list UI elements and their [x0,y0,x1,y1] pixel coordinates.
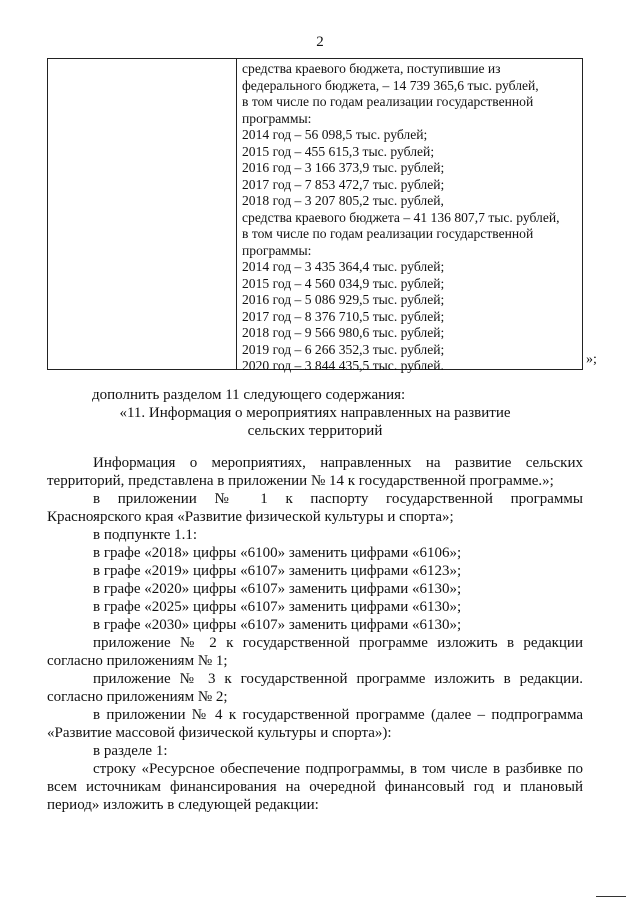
paragraph-line: согласно приложениям № 1; [47,653,228,669]
paragraph-line: приложение № 3 к государственной программе изложить в редакции. [93,671,583,687]
paragraph-line: Красноярского края «Развитие физической культуры и спорта»; [47,509,454,525]
paragraph-line: в разделе 1: [93,743,168,759]
scan-mark-line [596,896,626,897]
table-line: средства краевого бюджета, поступившие из [242,61,501,76]
table-line: программы: [242,110,312,126]
section-heading-line-1: «11. Информация о мероприятиях направленных на развитие [119,405,511,421]
paragraph-line: приложение № 2 к государственной программе изложить в редакции [93,635,583,651]
paragraph-line: в подпункте 1.1: [93,527,198,543]
resource-table [47,58,583,373]
table-line: в том числе по годам реализации государственной [242,94,534,109]
table-line: 2015 год – 4 560 034,9 тыс. рублей; [242,275,445,291]
paragraph-line: строку «Ресурсное обеспечение подпрограммы, в том числе в разбивке по [93,761,583,777]
paragraph-line: в приложении № 1 к паспорту государственной программы [93,491,583,507]
table-line: 2014 год – 3 435 364,4 тыс. рублей; [242,259,445,274]
paragraph-line: в графе «2019» цифры «6107» заменить цифрами «6123»; [93,563,462,579]
paragraph-line: в графе «2020» цифры «6107» заменить цифрами «6130»; [93,581,462,597]
table-line: 2018 год – 9 566 980,6 тыс. рублей; [242,325,445,340]
page-number: 2 [316,34,324,50]
table-line: федерального бюджета, – 14 739 365,6 тыс. рублей, [242,77,539,93]
closing-quote: »; [586,352,597,367]
table-line: средства краевого бюджета – 41 136 807,7 тыс. рублей, [242,209,560,225]
paragraph-line: в графе «2018» цифры «6100» заменить цифрами «6106»; [93,545,462,561]
table-line: программы: [242,242,312,258]
table-line: 2016 год – 3 166 373,9 тыс. рублей; [242,160,445,175]
table-line: 2014 год – 56 098,5 тыс. рублей; [242,127,428,142]
table-line: 2017 год – 7 853 472,7 тыс. рублей; [242,176,445,192]
table-line: в том числе по годам реализации государственной [242,226,534,241]
paragraph-line: в графе «2025» цифры «6107» заменить цифрами «6130»; [93,599,462,615]
paragraph-line: Информация о мероприятиях, направленных на развитие сельских [93,455,583,471]
paragraph-line: согласно приложениям № 2; [47,689,228,705]
table-line: 2016 год – 5 086 929,5 тыс. рублей; [242,292,445,307]
section-intro: дополнить разделом 11 следующего содержания: [92,387,406,403]
paragraph-line: в графе «2030» цифры «6107» заменить цифрами «6130»; [93,617,462,633]
table-line: 2017 год – 8 376 710,5 тыс. рублей; [242,308,445,324]
paragraph-line: в приложении № 4 к государственной программе (далее – подпрограмма [93,707,583,723]
paragraph-line: всем источникам финансирования на очередной финансовый год и плановый [47,779,583,795]
table-line: 2015 год – 455 615,3 тыс. рублей; [242,143,435,159]
table-right-cell [242,61,580,375]
table-line: 2020 год – 3 844 435,5 тыс. рублей. [242,358,444,373]
paragraph-line: территорий, представлена в приложении № 14 к государственной программе.»; [47,473,554,489]
section-heading-line-2: сельских территорий [247,423,383,439]
paragraph-line: «Развитие массовой физической культуры и спорта»): [47,725,392,741]
table-line: 2018 год – 3 207 805,2 тыс. рублей, [242,193,444,208]
table-line: 2019 год – 6 266 352,3 тыс. рублей; [242,341,445,357]
paragraph-line: период» изложить в следующей редакции: [47,797,319,813]
table-column-divider [236,59,237,369]
